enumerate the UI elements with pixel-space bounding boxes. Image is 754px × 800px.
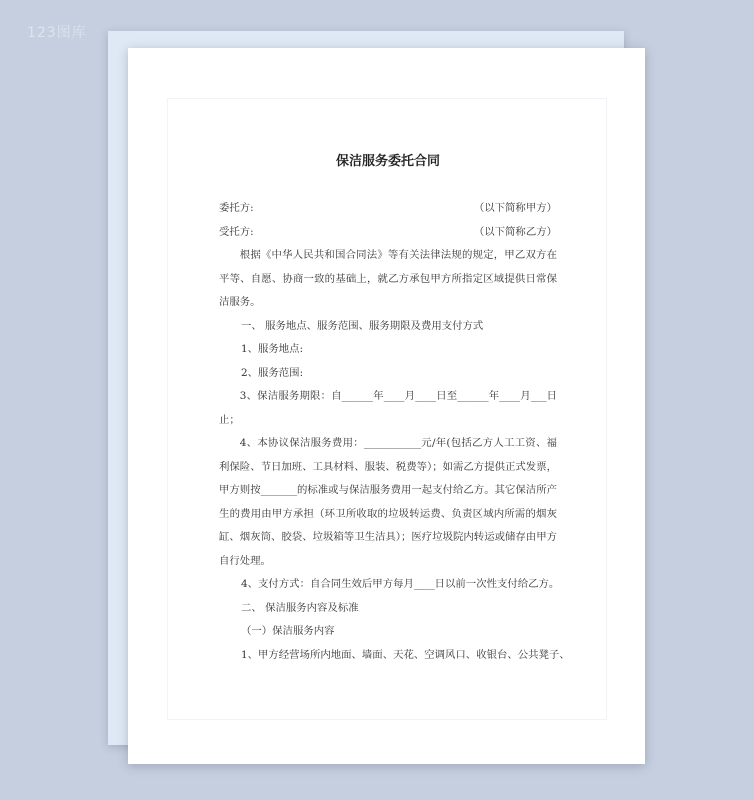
party-b-row <box>219 221 557 245</box>
party-a-note: （以下简称甲方） <box>473 202 557 214</box>
party-a-row <box>219 197 557 221</box>
clause-service-period: 3、保洁服务期限：自______年____月____日至______年____月___日止； <box>219 390 557 426</box>
clause-service-scope: 2、服务范围: <box>241 366 304 379</box>
subsection-service-content: （一）保洁服务内容 <box>241 625 335 637</box>
service-content-item-1: 1、甲方经营场所内地面、墙面、天花、空调风口、收银台、公共凳子、 <box>241 648 570 661</box>
document-body <box>219 150 570 667</box>
party-b-note: （以下简称乙方） <box>473 225 557 238</box>
clause-service-location: 1、服务地点: <box>241 343 304 355</box>
clause-payment-method: 4、支付方式：自合同生效后甲方每月____日以前一次性支付给乙方。 <box>241 578 560 590</box>
clause-service-fee: 4、本协议保洁服务费用：___________元/年(包括乙方人工工资、福利保险、节日加班、工具材料、服装、税费等）；如需乙方提供正式发票，甲方则按_______的标准或与保洁服务费用一起支付给乙方。其它保洁所产生的费用由甲方承担（环卫所收取的垃圾转运费、负责区域内所需的烟灰缸、烟灰筒、胶袋、垃圾箱等卫生洁具）；医疗垃圾院内转运或储存由甲方自行处理。 <box>219 437 557 567</box>
section-2-heading: 二、 保洁服务内容及标准 <box>241 601 359 614</box>
party-a-label: 委托方: <box>219 202 254 214</box>
watermark: 123图库 <box>27 25 87 41</box>
document-title: 保洁服务委托合同 <box>335 154 440 169</box>
section-1-heading: 一、 服务地点、服务范围、服务期限及费用支付方式 <box>241 319 484 332</box>
party-b-label: 受托方: <box>219 225 254 238</box>
intro-paragraph: 根据《中华人民共和国合同法》等有关法律法规的规定，甲乙双方在平等、自愿、协商一致的基础上，就乙方承包甲方所指定区域提供日常保洁服务。 <box>219 249 557 308</box>
